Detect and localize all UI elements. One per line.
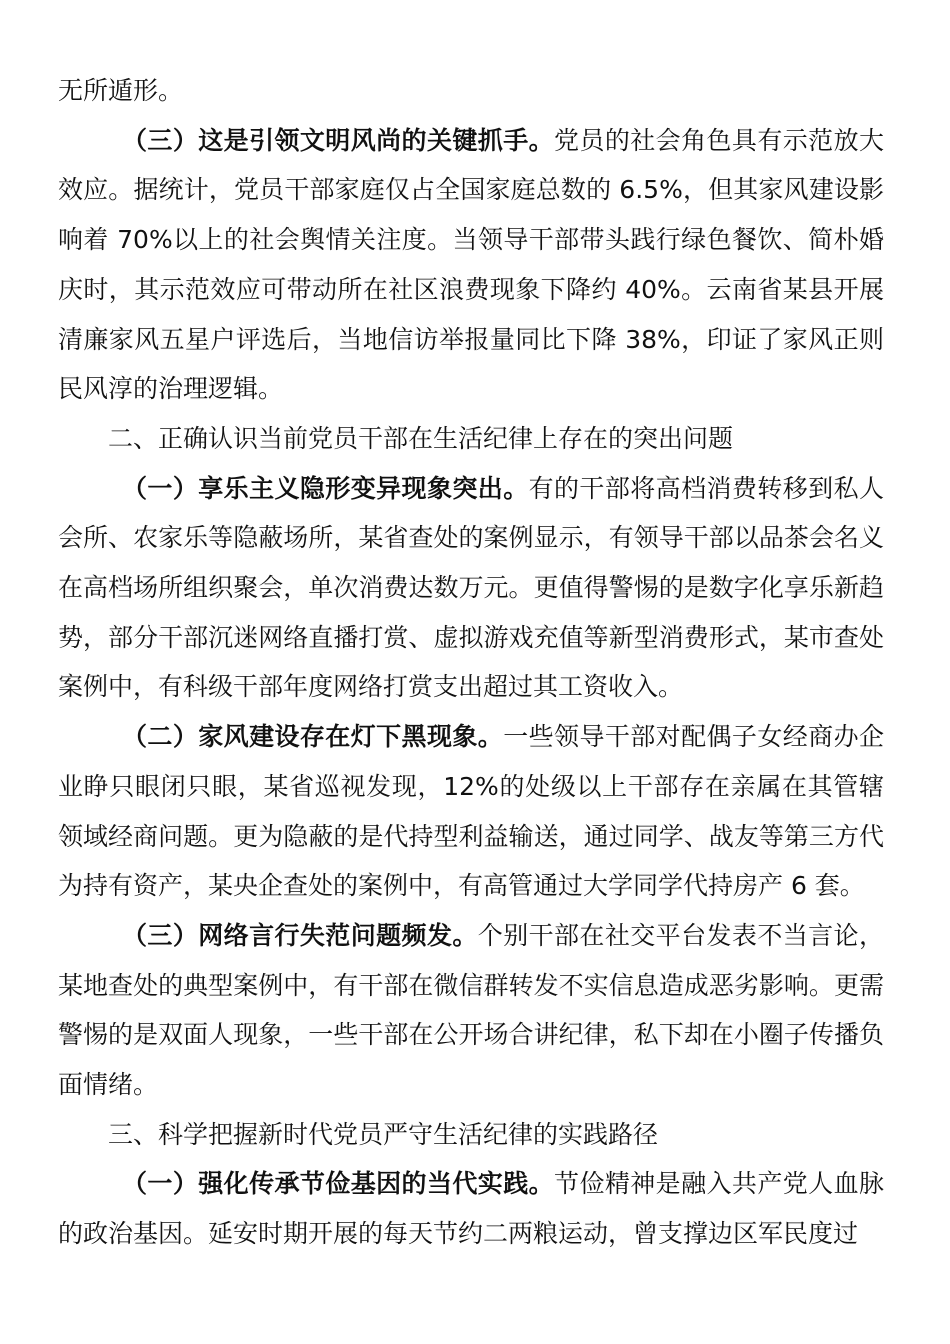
paragraph-point-3-civilization xyxy=(58,116,884,414)
paragraph-point-1-frugality xyxy=(58,1159,884,1258)
paragraph-lead-bold: （三）这是引领文明风尚的关键抓手。 xyxy=(122,125,555,155)
paragraph-point-1-hedonism xyxy=(58,464,884,713)
paragraph-text: 个别干部在社交平台发表不当言论，某地查处的典型案例中，有干部在微信群转发不实信息造成恶劣影响。更需警惕的是双面人现象，一些干部在公开场合讲纪律，私下却在小圈子传播负面情绪。 xyxy=(58,920,884,1100)
paragraph-lead-bold: （一）享乐主义隐形变异现象突出。 xyxy=(122,473,529,503)
paragraph-text: 党员的社会角色具有示范放大效应。据统计，党员干部家庭仅占全国家庭总数的 6.5%，但其家风建设影响着 70%以上的社会舆情关注度。当领导干部带头践行绿色餐饮、简朴婚庆时，其示范效应可带动所在社区浪费现象下降约 40%。云南省某县开展清廉家风五星户评选后，当地信访举报量同比下降 38%，印证了家风正则民风淳的治理逻辑。 xyxy=(58,125,884,404)
section-heading-3 xyxy=(58,1110,884,1160)
section-heading-text: 二、正确认识当前党员干部在生活纪律上存在的突出问题 xyxy=(108,423,734,453)
section-heading-text: 三、科学把握新时代党员严守生活纪律的实践路径 xyxy=(108,1119,659,1149)
paragraph-continuation xyxy=(58,66,884,116)
paragraph-text: 一些领导干部对配偶子女经商办企业睁只眼闭只眼，某省巡视发现，12%的处级以上干部存在亲属在其管辖领域经商问题。更为隐蔽的是代持型利益输送，通过同学、战友等第三方代为持有资产，某央企查处的案例中，有高管通过大学同学代持房产 6 套。 xyxy=(58,722,884,901)
paragraph-text: 节俭精神是融入共产党人血脉的政治基因。延安时期开展的每天节约二两粮运动，曾支撑边区军民度过 xyxy=(58,1169,884,1249)
paragraph-text: 无所遁形。 xyxy=(58,76,184,105)
paragraph-text: 有的干部将高档消费转移到私人会所、农家乐等隐蔽场所，某省查处的案例显示，有领导干部以品茶会名义在高档场所组织聚会，单次消费达数万元。更值得警惕的是数字化享乐新趋势，部分干部沉迷网络直播打赏、虚拟游戏充值等新型消费形式，某市查处案例中，有科级干部年度网络打赏支出超过其工资收入。 xyxy=(58,473,884,702)
document-body xyxy=(58,66,884,1259)
paragraph-point-3-online xyxy=(58,911,884,1110)
paragraph-lead-bold: （二）家风建设存在灯下黑现象。 xyxy=(122,722,504,752)
paragraph-lead-bold: （一）强化传承节俭基因的当代实践。 xyxy=(122,1169,555,1199)
section-heading-2 xyxy=(58,414,884,464)
paragraph-lead-bold: （三）网络言行失范问题频发。 xyxy=(122,920,478,950)
paragraph-point-2-family xyxy=(58,712,884,911)
